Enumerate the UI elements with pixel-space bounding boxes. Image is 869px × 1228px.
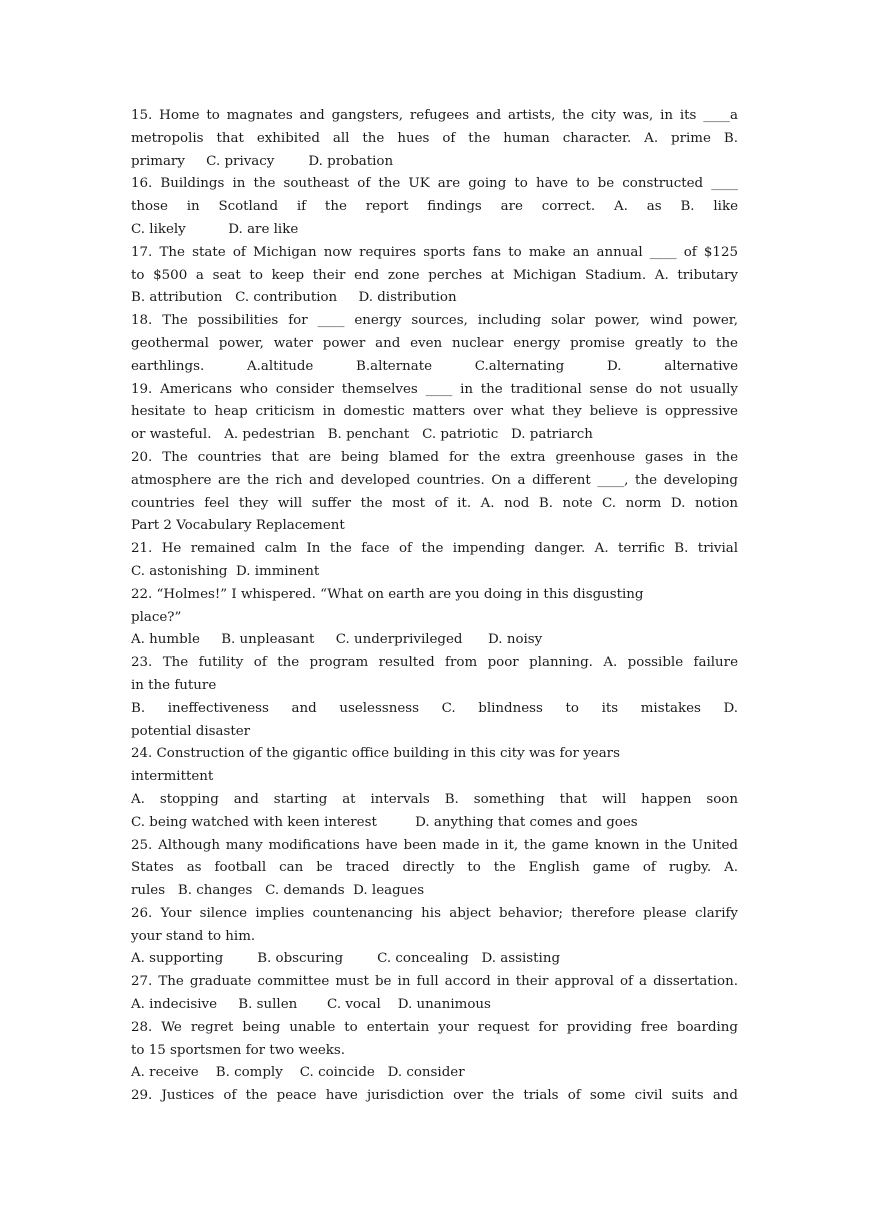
text-line: metropolis that exhibited all the hues of the human character. A. prime B. [131,130,738,146]
text-line: A. humble B. unpleasant C. underprivileged D. noisy [131,632,543,648]
document-text [131,105,738,1108]
text-line: C. being watched with keen interest D. anything that comes and goes [131,814,638,830]
text-line: to 15 sportsmen for two weeks. [131,1042,346,1058]
text-line: hesitate to heap criticism in domestic matters over what they believe is oppressive [131,404,738,420]
text-line: countries feel they will suffer the most of it. A. nod B. note C. norm D. notion [131,495,738,511]
text-line: to $500 a seat to keep their end zone perches at Michigan Stadium. A. tributary [131,267,738,283]
text-line: C. astonishing D. imminent [131,563,320,579]
text-line: States as football can be traced directly to the English game of rugby. A. [131,860,738,876]
text-line: or wasteful. A. pedestrian B. penchant C. patriotic D. patriarch [131,427,593,443]
text-line: 23. The futility of the program resulted from poor planning. A. possible failure [131,655,738,671]
text-line: geothermal power, water power and even nuclear energy promise greatly to the [131,335,738,351]
text-line: 25. Although many modifications have been made in it, the game known in the United [131,837,738,853]
text-line: 27. The graduate committee must be in full accord in their approval of a dissertation. [131,974,738,990]
text-line: 29. Justices of the peace have jurisdiction over the trials of some civil suits and [131,1088,738,1104]
text-line: 19. Americans who consider themselves ____ in the traditional sense do not usually [131,381,738,397]
text-line: 17. The state of Michigan now requires sports fans to make an annual ____ of $125 [131,244,738,260]
text-line: 16. Buildings in the southeast of the UK are going to have to be constructed ____ [131,176,738,192]
text-line: Part 2 Vocabulary Replacement [131,518,345,534]
text-line: potential disaster [131,723,251,739]
text-line: rules B. changes C. demands D. leagues [131,883,425,899]
text-line: C. likely D. are like [131,221,299,237]
text-line: primary C. privacy D. probation [131,153,394,169]
text-line: those in Scotland if the report findings are correct. A. as B. like [131,199,738,215]
text-line: 20. The countries that are being blamed for the extra greenhouse gases in the [131,449,738,465]
text-line: A. receive B. comply C. coincide D. consider [131,1065,465,1081]
text-line: in the future [131,677,217,693]
text-line: your stand to him. [131,928,256,944]
text-line: place?” [131,609,182,625]
text-line: 24. Construction of the gigantic office building in this city was for years [131,746,620,762]
text-line: 26. Your silence implies countenancing his abject behavior; therefore please clarify [131,905,738,921]
text-line: A. stopping and starting at intervals B. something that will happen soon [131,791,738,807]
text-line: B. attribution C. contribution D. distribution [131,290,457,306]
text-line: 18. The possibilities for ____ energy sources, including solar power, wind power, [131,313,738,329]
text-line: intermittent [131,769,214,785]
text-line: 21. He remained calm In the face of the impending danger. A. terrific B. trivial [131,541,738,557]
text-line: B. ineffectiveness and uselessness C. blindness to its mistakes D. [131,700,738,716]
text-line: atmosphere are the rich and developed countries. On a different ____, the developing [131,472,738,488]
text-line: 15. Home to magnates and gangsters, refugees and artists, the city was, in its ____a [131,108,738,123]
text-line: 28. We regret being unable to entertain your request for providing free boarding [131,1019,738,1035]
text-line: earthlings. A.altitude B.alternate C.alternating D. alternative [131,358,738,374]
text-line: A. indecisive B. sullen C. vocal D. unanimous [131,997,491,1013]
text-line: 22. “Holmes!” I whispered. “What on earth are you doing in this disgusting [131,586,644,602]
text-line: A. supporting B. obscuring C. concealing D. assisting [131,951,561,967]
